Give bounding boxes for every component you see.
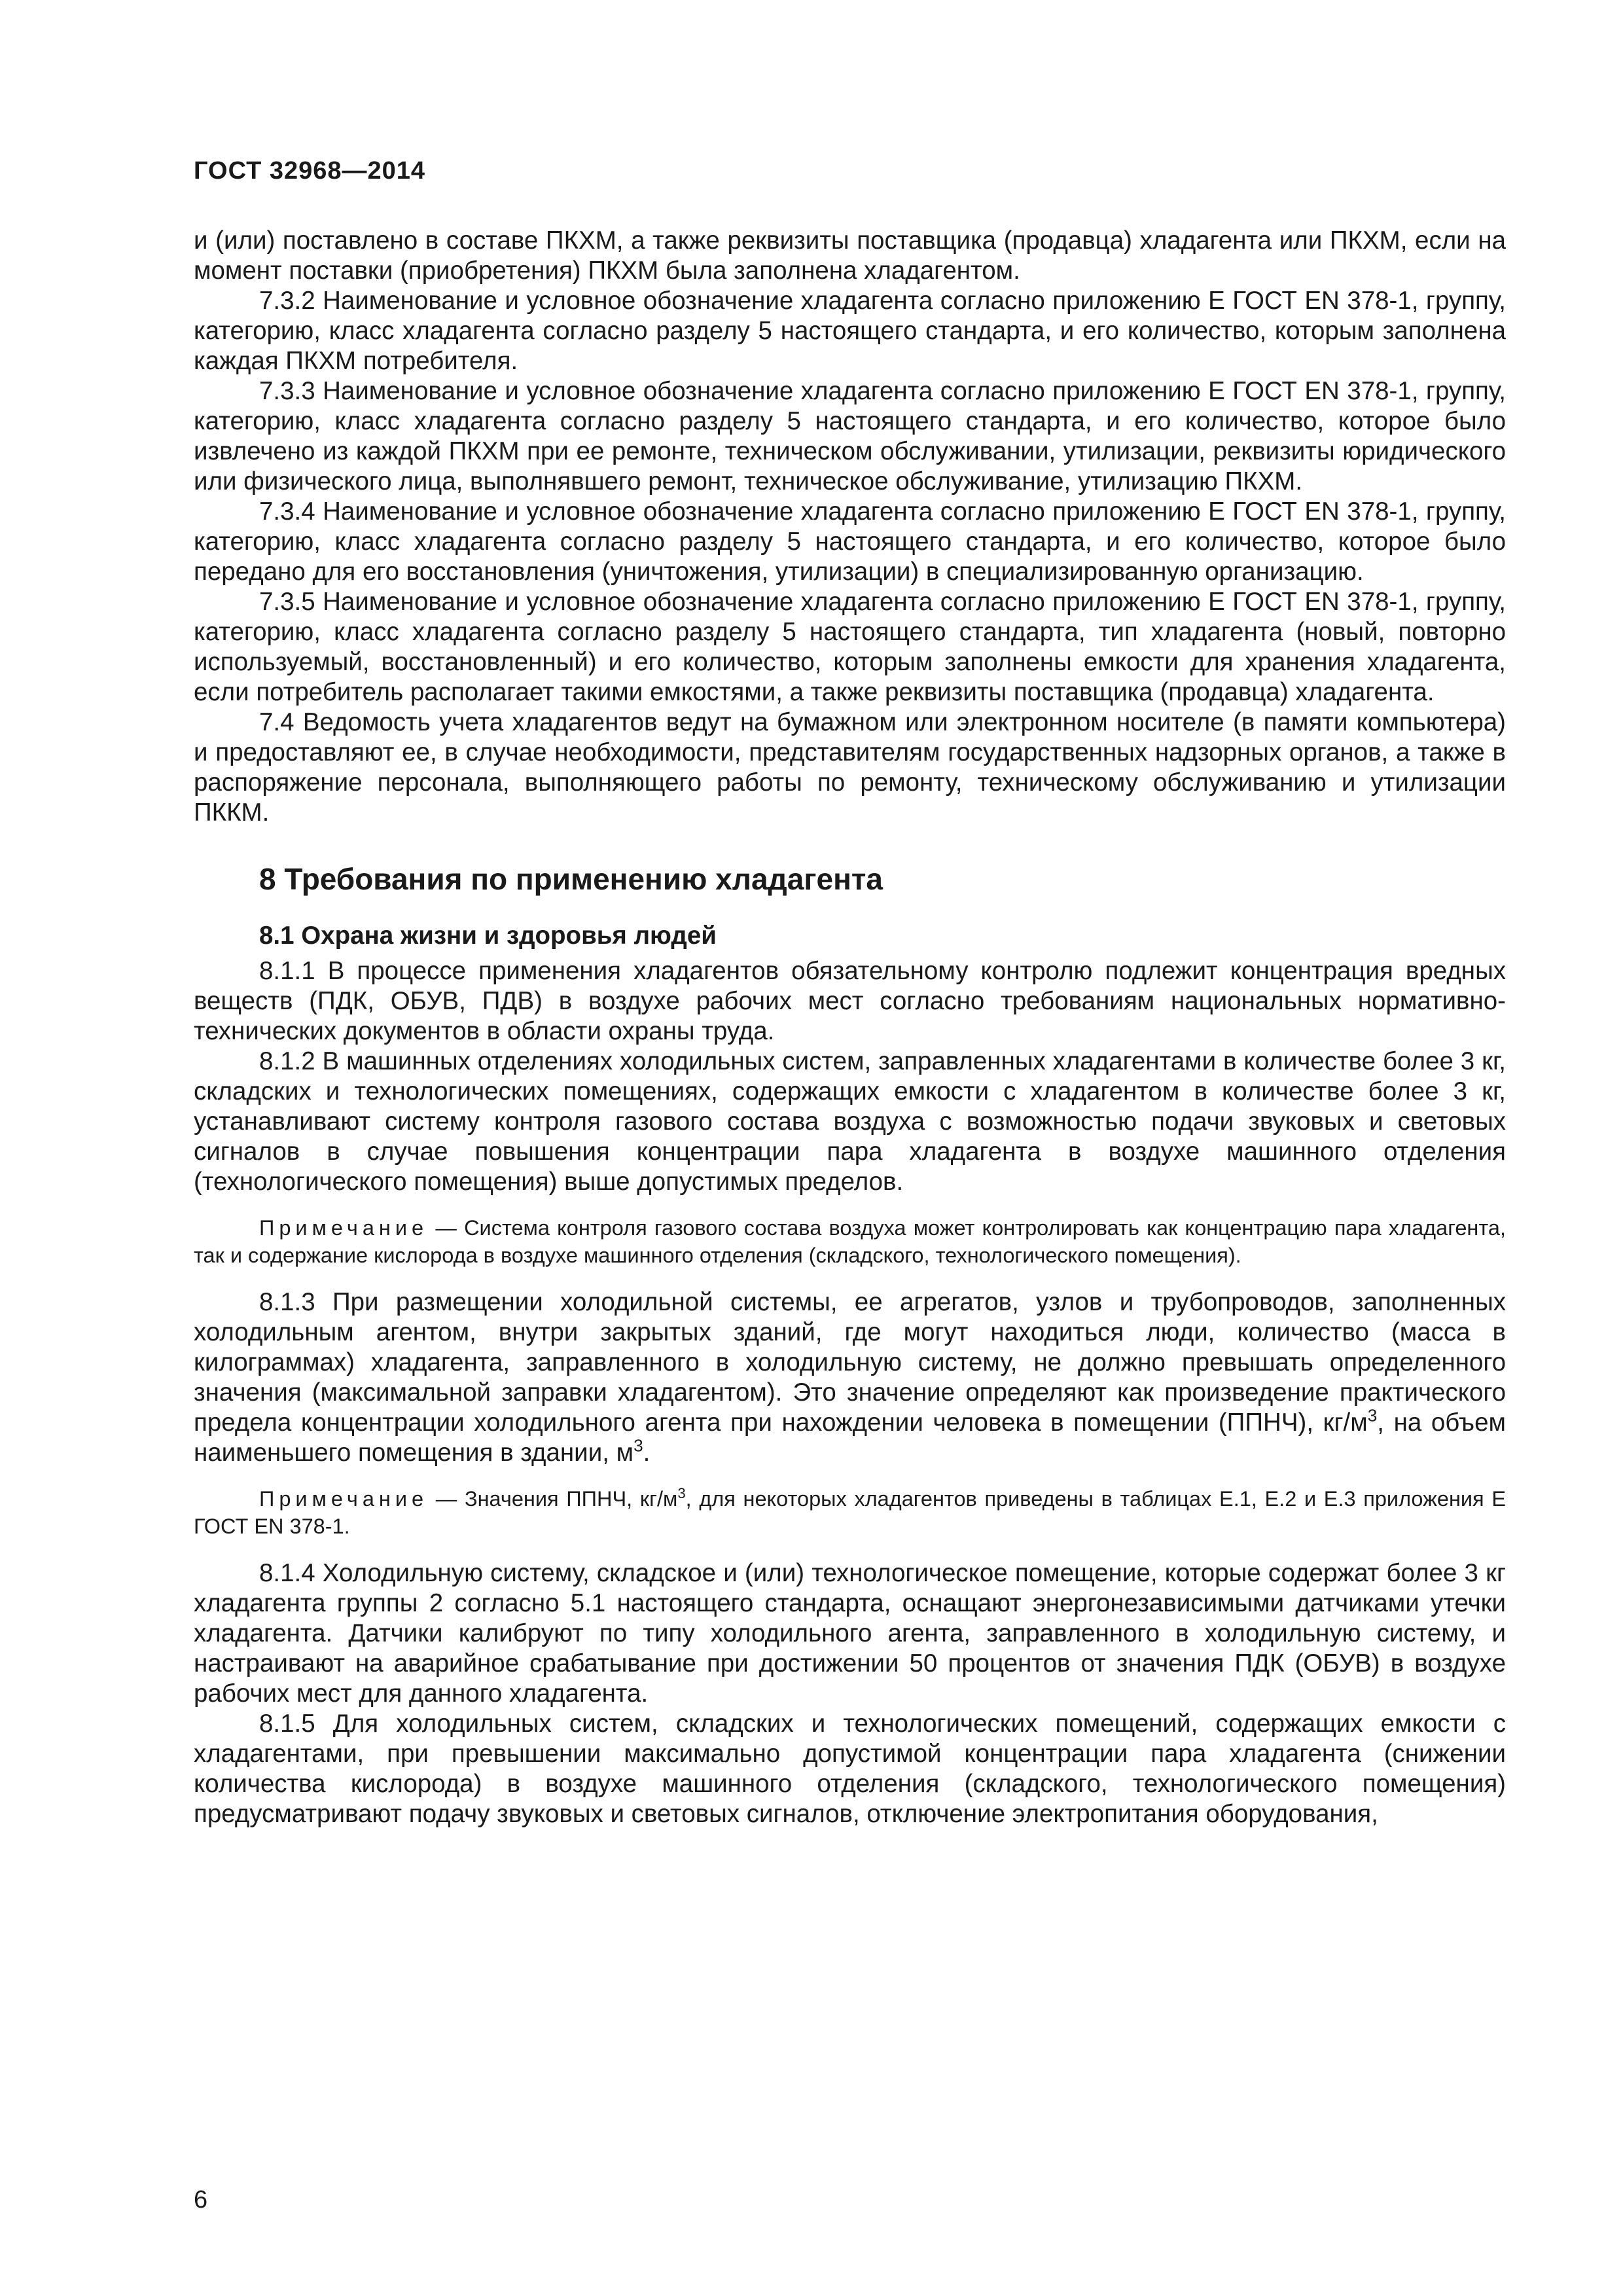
paragraph-8-1-1: 8.1.1 В процессе применения хладагентов обязательному контролю подлежит концентрация вредных веществ (ПДК, ОБУВ, ПДВ) в воздухе рабочих мест согласно требованиям национальных нормативно-технических документов в области охраны труда.: [194, 957, 1506, 1045]
paragraph-8-1-3: [194, 1287, 1506, 1468]
paragraph-8-1-2: 8.1.2 В машинных отделениях холодильных систем, заправленных хладагентами в количестве более 3 кг, складских и технологических помещениях, содержащих емкости с хладагентом в количестве более 3 кг, устанавливают систему контроля газового состава воздуха с возможностью подачи звуковых и световых сигналов в случае повышения концентрации пара хладагента в воздухе машинного отделения (технологического помещения) выше допустимых пределов.: [194, 1047, 1506, 1196]
note-text: — Значения ППНЧ, кг/м: [428, 1487, 678, 1511]
page-number: 6: [194, 2186, 208, 2214]
note-ppnch: [194, 1485, 1506, 1540]
page-content: [194, 226, 1506, 1829]
paragraph-7-3-4: 7.3.4 Наименование и условное обозначение хладагента согласно приложению Е ГОСТ EN 378-1, группу, категорию, класс хладагента согласно разделу 5 настоящего стандарта, и его количество, которое было передано для его восстановления (уничтожения, утилизации) в специализированную организацию.: [194, 497, 1506, 586]
paragraph-8-1-3-text-cont: , на объем наименьшего помещения в здании, м: [194, 1408, 1506, 1467]
paragraph-8-1-5: 8.1.5 Для холодильных систем, складских и технологических помещений, содержащих емкости с хладагентами, при превышении максимально допустимой концентрации пара хладагента (снижении количества кислорода) в воздухе машинного отделения (складского, технологического помещения) предусматривают подачу звуковых и световых сигналов, отключение электропитания оборудования,: [194, 1710, 1506, 1828]
note-gas-control: [194, 1214, 1506, 1269]
subsection-heading-8-1: 8.1 Охрана жизни и здоровья людей: [259, 922, 717, 950]
note-text: — Система контроля газового состава воздуха может контролировать как концентрацию пара хладагента, так и содержание кислорода в воздухе машинного отделения (складского, технологического помещения).: [194, 1216, 1506, 1267]
note-label: Примечание: [259, 1487, 429, 1511]
standard-header: ГОСТ 32968—2014: [194, 157, 426, 185]
section-heading-8: 8 Требования по применению хладагента: [259, 862, 883, 896]
paragraph-continuation: и (или) поставлено в составе ПКХМ, а также реквизиты поставщика (продавца) хладагента или ПКХМ, если на момент поставки (приобретения) ПКХМ была заполнена хладагентом.: [194, 226, 1506, 285]
superscript: 3: [633, 1435, 643, 1456]
paragraph-7-4: 7.4 Ведомость учета хладагентов ведут на бумажном или электронном носителе (в памяти компьютера) и предоставляют ее, в случае необходимости, представителям государственных надзорных органов, а также в распоряжение персонала, выполняющего работы по ремонту, техническому обслуживанию и утилизации ПККМ.: [194, 708, 1506, 827]
note-text-cont: , для некоторых хладагентов приведены в таблицах Е.1, Е.2 и Е.3 приложения Е ГОСТ EN 378-1.: [194, 1487, 1506, 1538]
superscript: 3: [1367, 1405, 1378, 1426]
paragraph-7-3-5: 7.3.5 Наименование и условное обозначение хладагента согласно приложению Е ГОСТ EN 378-1, группу, категорию, класс хладагента согласно разделу 5 настоящего стандарта, тип хладагента (новый, повторно используемый, восстановленный) и его количество, которым заполнены емкости для хранения хладагента, если потребитель располагает такими емкостями, а также реквизиты поставщика (продавца) хладагента.: [194, 588, 1506, 706]
paragraph-7-3-2: 7.3.2 Наименование и условное обозначение хладагента согласно приложению Е ГОСТ EN 378-1, группу, категорию, класс хладагента согласно разделу 5 настоящего стандарта, и его количество, которым заполнена каждая ПКХМ потребителя.: [194, 287, 1506, 375]
paragraph-7-3-3: 7.3.3 Наименование и условное обозначение хладагента согласно приложению Е ГОСТ EN 378-1, группу, категорию, класс хладагента согласно разделу 5 настоящего стандарта, и его количество, которое было извлечено из каждой ПКХМ при ее ремонте, техническом обслуживании, утилизации, реквизиты юридического или физического лица, выполнявшего ремонт, техническое обслуживание, утилизацию ПКХМ.: [194, 377, 1506, 495]
superscript: 3: [677, 1484, 686, 1501]
note-label: Примечание: [259, 1216, 429, 1240]
paragraph-8-1-4: 8.1.4 Холодильную систему, складское и (или) технологическое помещение, которые содержат более 3 кг хладагента группы 2 согласно 5.1 настоящего стандарта, оснащают энергонезависимыми датчиками утечки хладагента. Датчики калибруют по типу холодильного агента, заправленного в холодильную систему, и настраивают на аварийное срабатывание при достижении 50 процентов от значения ПДК (ОБУВ) в воздухе рабочих мест для данного хладагента.: [194, 1559, 1506, 1708]
paragraph-8-1-3-text: 8.1.3 При размещении холодильной системы, ее агрегатов, узлов и трубопроводов, заполненных холодильным агентом, внутри закрытых зданий, где могут находиться люди, количество (масса в килограммах) хладагента, заправленного в холодильную систему, не должно превышать определенного значения (максимальной заправки хладагентом). Это значение определяют как произведение практического предела концентрации холодильного агента при нахождении человека в помещении (ППНЧ), кг/м: [194, 1288, 1506, 1437]
paragraph-8-1-3-end: .: [643, 1439, 651, 1467]
